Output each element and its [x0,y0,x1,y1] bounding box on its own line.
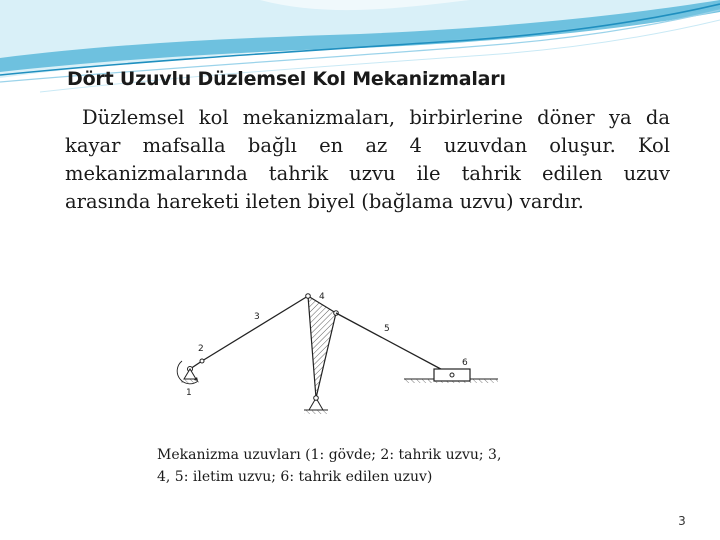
mechanism-diagram [168,233,522,431]
slider-joint [450,373,454,377]
page-number: 3 [678,514,686,528]
caption-line-2: 4, 5: iletim uzvu; 6: tahrik edilen uzuv) [157,469,433,485]
crank-pin-joint [200,359,204,363]
rocker-ground-pivot [314,396,319,401]
label-link-5: 5 [384,324,390,334]
rocker-ground-hatch [304,410,328,414]
slide-title: Dört Uzuvlu Düzlemsel Kol Mekanizmaları [67,68,506,90]
link-3 [202,296,308,361]
label-link-1: 1 [186,388,192,398]
figure-caption [157,444,547,488]
label-link-6: 6 [462,358,468,368]
label-link-3: 3 [254,312,260,322]
label-link-2: 2 [198,344,204,354]
link-5 [336,313,452,375]
label-link-4: 4 [319,292,325,302]
crank-ground-hatch [181,379,199,383]
caption-line-1: Mekanizma uzuvları (1: gövde; 2: tahrik uzvu; 3, [157,447,502,463]
body-paragraph: Düzlemsel kol mekanizmaları, birbirlerine döner ya da kayar mafsalla bağlı en az 4 uzuvdan oluşur. Kol mekanizmalarında tahrik uzvu ile tahrik edilen uzuv arasında hareketi ileten biyel (bağlama uzvu) vardır. [65,106,670,213]
mechanism-figure [168,233,522,431]
link-4-triangle [308,296,336,398]
crank-ground-support [184,369,196,379]
joint-top [306,294,311,299]
